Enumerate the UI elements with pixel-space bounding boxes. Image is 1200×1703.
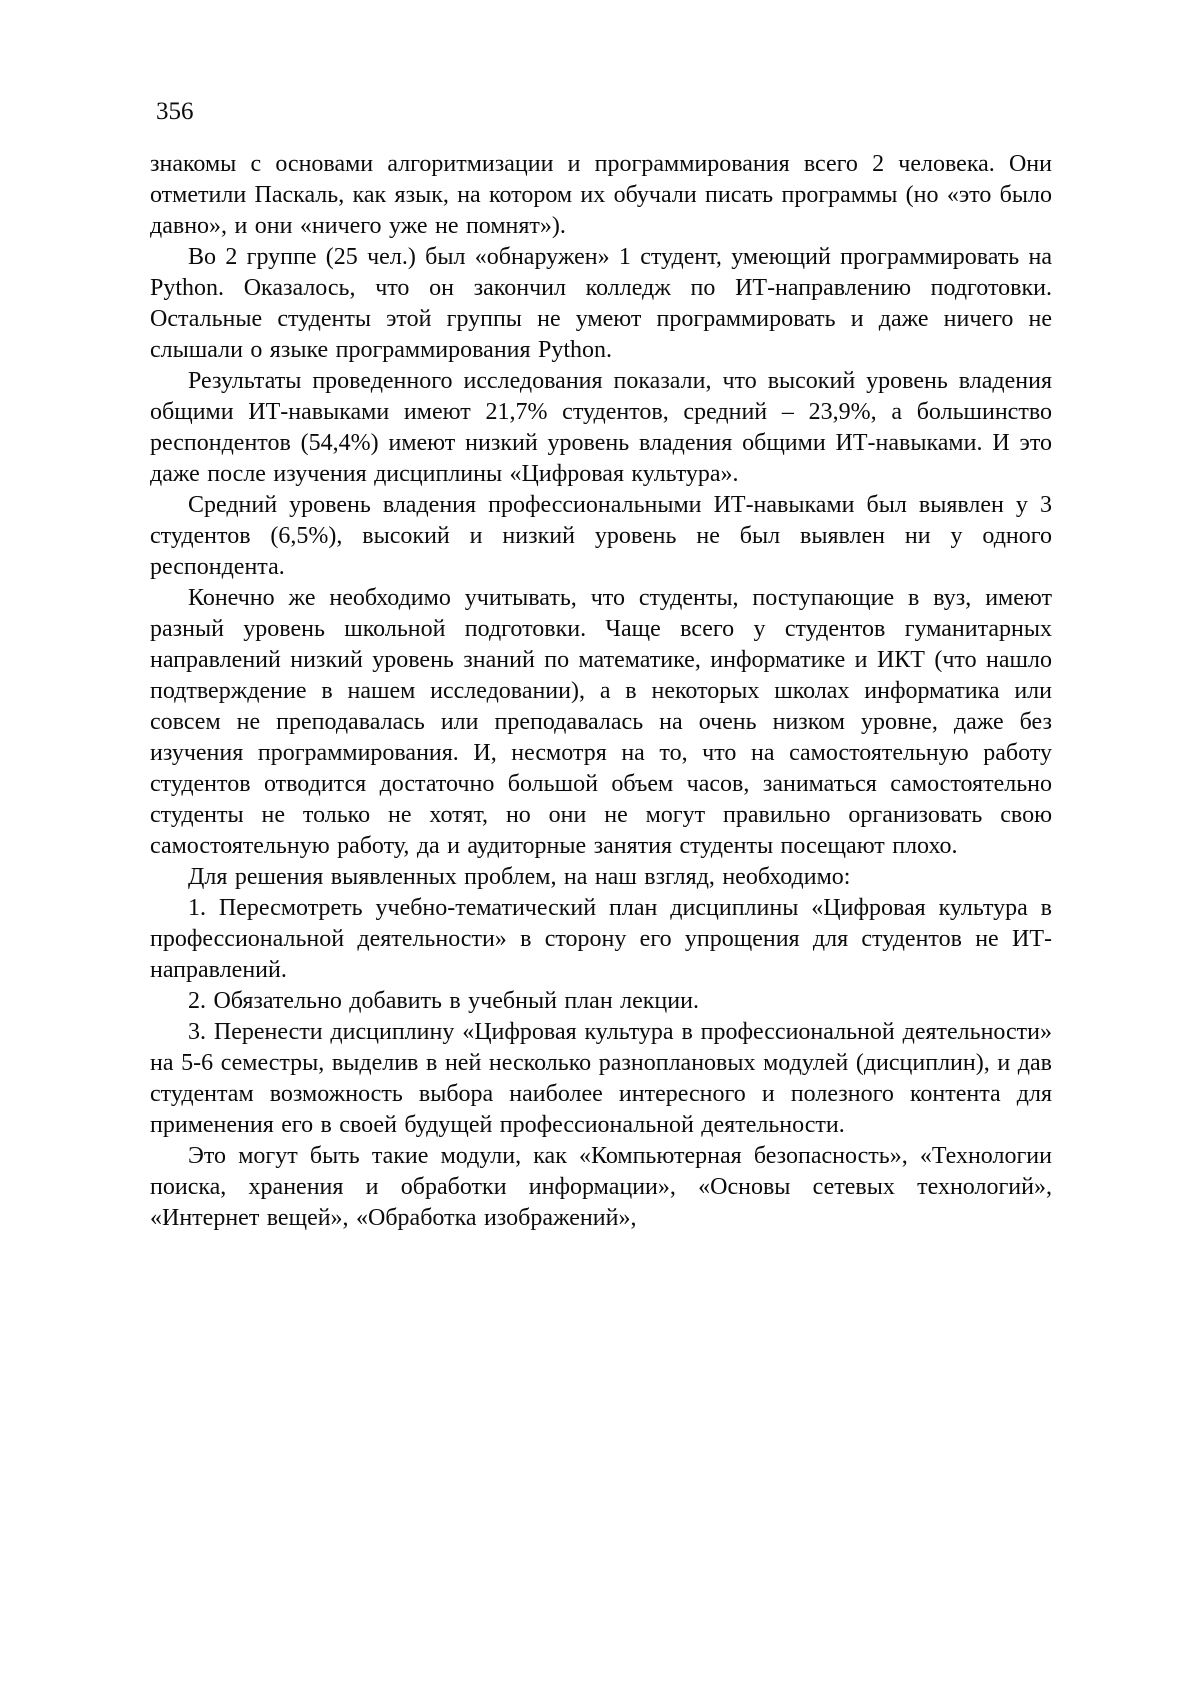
list-item-paragraph: 1. Пересмотреть учебно-тематический план дисциплины «Цифровая культура в профессиональной деятельности» в сторону его упрощения для студентов не ИТ-направлений. — [150, 895, 1052, 983]
list-item-paragraph: 2. Обязательно добавить в учебный план лекции. — [188, 988, 699, 1014]
paragraph: Во 2 группе (25 чел.) был «обнаружен» 1 студент, умеющий программировать на Python. Оказалось, что он закончил колледж по ИТ-направлению подготовки. Остальные студенты этой группы не умеют программировать и даже ничего не слышали о языке программирования Python. — [150, 244, 1052, 363]
paragraph: Для решения выявленных проблем, на наш взгляд, необходимо: — [188, 864, 851, 890]
paragraph: Конечно же необходимо учитывать, что студенты, поступающие в вуз, имеют разный уровень школьной подготовки. Чаще всего у студентов гуманитарных направлений низкий уровень знаний по математике, информатике и ИКТ (что нашло подтверждение в нашем исследовании), а в некоторых школах информатика или совсем не преподавалась или преподавалась на очень низком уровне, даже без изучения программирования. И, несмотря на то, что на самостоятельную работу студентов отводится достаточно большой объем часов, заниматься самостоятельно студенты не только не хотят, но они не могут правильно организовать свою самостоятельную работу, да и аудиторные занятия студенты посещают плохо. — [150, 585, 1052, 859]
paragraph: Это могут быть такие модули, как «Компьютерная безопасность», «Технологии поиска, хранения и обработки информации», «Основы сетевых технологий», «Интернет вещей», «Обработка изображений», — [150, 1143, 1052, 1231]
list-item-paragraph: 3. Перенести дисциплину «Цифровая культура в профессиональной деятельности» на 5-6 семестры, выделив в ней несколько разноплановых модулей (дисциплин), и дав студентам возможность выбора наиболее интересного и полезного контента для применения его в своей будущей профессиональной деятельности. — [150, 1019, 1052, 1138]
text-block — [150, 149, 1052, 1234]
paragraph: Результаты проведенного исследования показали, что высокий уровень владения общими ИТ-навыками имеют 21,7% студентов, средний – 23,9%, а большинство респондентов (54,4%) имеют низкий уровень владения общими ИТ-навыками. И это даже после изучения дисциплины «Цифровая культура». — [150, 368, 1052, 487]
paragraph: Средний уровень владения профессиональными ИТ-навыками был выявлен у 3 студентов (6,5%), высокий и низкий уровень не был выявлен ни у одного респондента. — [150, 492, 1052, 580]
paragraph-continuation: знакомы с основами алгоритмизации и программирования всего 2 человека. Они отметили Паскаль, как язык, на котором их обучали писать программы (но «это было давно», и они «ничего уже не помнят»). — [150, 151, 1052, 239]
page-number: 356 — [156, 98, 194, 125]
